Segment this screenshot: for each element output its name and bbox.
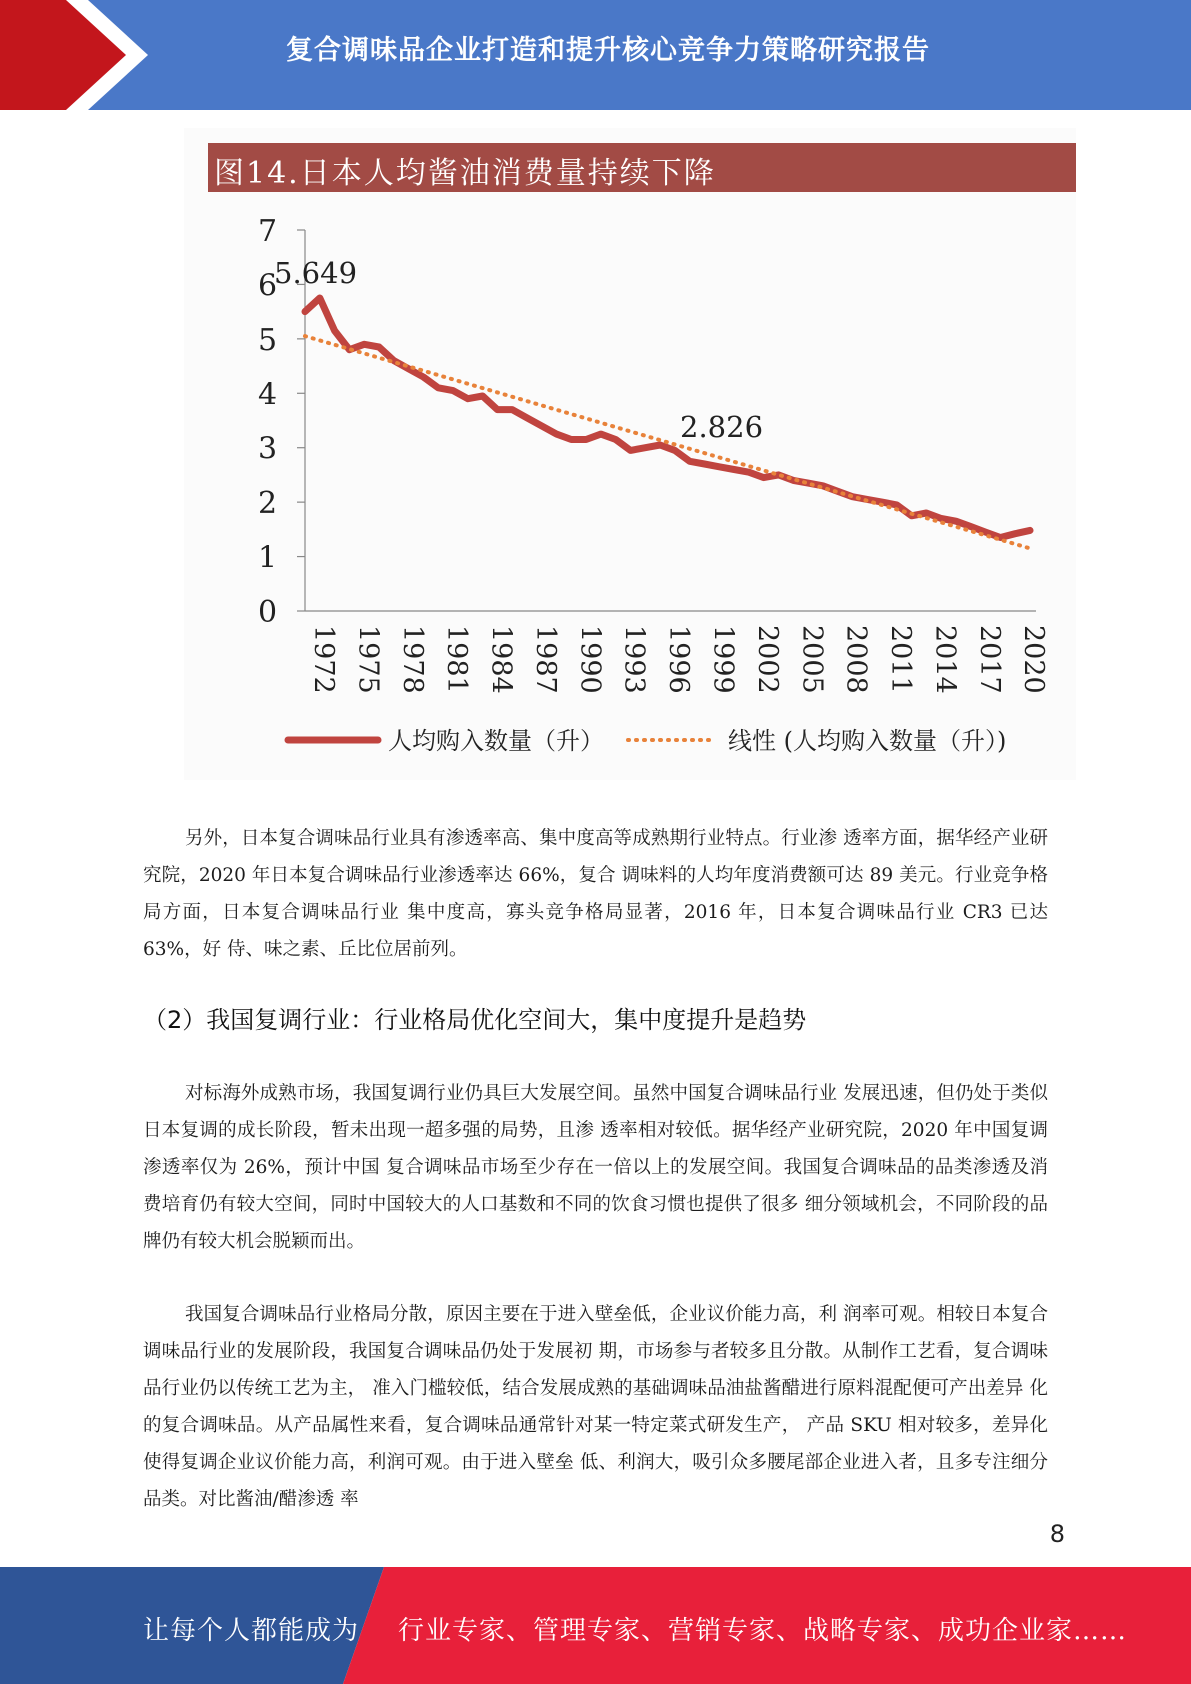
footer-slogan-right: 行业专家、管理专家、营销专家、战略专家、成功企业家…… [398, 1616, 1128, 1646]
legend-label-linear-trend: 线性 (人均购入数量（升）) [728, 727, 1007, 755]
x-tick-label: 2002 [751, 625, 783, 694]
report-title: 复合调味品企业打造和提升核心竞争力策略研究报告 [286, 35, 930, 66]
x-tick-label: 2005 [796, 625, 828, 694]
paragraph-china-fragmented: 我国复合调味品行业格局分散，原因主要在于进入壁垒低，企业议价能力高，利 润率可观。相较日本复合调味品行业的发展阶段，我国复合调味品仍处于发展初 期，市场参与者较多且分散。从制作工艺看，复合调味品行业仍以传统工艺为主， 准入门槛较低，结合发展成熟的基础调味品油盐酱醋进行原料混配便可产出差异 化的复合调味品。从产品属性来看，复合调味品通常针对某一特定菜式研发生产， 产品 SKU 相对较多，差异化使得复调企业议价能力高，利润可观。由于进入壁垒 低、利润大，吸引众多腰尾部企业进入者，且多专注细分品类。对比酱油/醋渗透 率 [143, 1304, 1048, 1510]
soy-sauce-consumption-chart [0, 0, 1191, 790]
footer-slogan-left: 让每个人都能成为 [143, 1616, 360, 1646]
x-tick-label: 2020 [1018, 625, 1050, 694]
y-tick-label: 7 [258, 214, 278, 249]
legend-label-per-capita: 人均购入数量（升） [388, 727, 604, 755]
figure-title: 图14.日本人均酱油消费量持续下降 [214, 156, 716, 191]
y-tick-label: 6 [258, 268, 278, 304]
x-tick-label: 2011 [885, 625, 917, 694]
x-tick-label: 1990 [574, 625, 606, 694]
x-tick-label: 1972 [308, 625, 339, 694]
data-annotation-label: 2.826 [680, 410, 764, 444]
x-tick-label: 2014 [929, 625, 961, 694]
y-tick-label: 4 [258, 377, 278, 413]
y-tick-label: 2 [258, 486, 278, 522]
series-line-per-capita-purchase [305, 298, 1030, 538]
x-tick-label: 2008 [840, 625, 872, 694]
y-tick-label: 5 [258, 322, 278, 358]
section-subheading: （2）我国复调行业：行业格局优化空间大，集中度提升是趋势 [143, 1006, 807, 1034]
x-tick-label: 1999 [707, 625, 739, 694]
x-tick-label: 1987 [529, 625, 561, 694]
x-tick-label: 1984 [485, 625, 517, 694]
data-annotation-label: 5.649 [274, 256, 358, 290]
x-tick-label: 1993 [618, 625, 650, 694]
x-tick-label: 1981 [441, 625, 473, 694]
series-line-linear-trend [305, 336, 1030, 548]
page-number: 8 [1049, 1520, 1065, 1548]
x-tick-label: 2017 [973, 625, 1005, 694]
paragraph-china-growth: 对标海外成熟市场，我国复调行业仍具巨大发展空间。虽然中国复合调味品行业 发展迅速，但仍处于类似日本复调的成长阶段，暂未出现一超多强的局势，且渗 透率相对较低。据华经产业研究院，2020 年中国复调渗透率仅为 26%，预计中国 复合调味品市场至少存在一倍以上的发展空间。我国复合调味品的品类渗透及消 费培育仍有较大空间，同时中国较大的人口基数和不同的饮食习惯也提供了很多 细分领域机会，不同阶段的品牌仍有较大机会脱颖而出。 [143, 1083, 1048, 1252]
x-tick-label: 1978 [396, 625, 428, 694]
y-tick-label: 3 [258, 431, 278, 467]
y-tick-label: 1 [258, 540, 278, 576]
paragraph-japan-industry: 另外，日本复合调味品行业具有渗透率高、集中度高等成熟期行业特点。行业渗 透率方面，据华经产业研究院，2020 年日本复合调味品行业渗透率达 66%，复合 调味料的人均年度消费额可达 89 美元。行业竞争格局方面，日本复合调味品行业 集中度高，寡头竞争格局显著，2016 年，日本复合调味品行业 CR3 已达 63%，好 侍、味之素、丘比位居前列。 [143, 828, 1048, 960]
y-tick-label: 0 [258, 595, 278, 630]
x-tick-label: 1996 [663, 625, 695, 694]
x-tick-label: 1975 [352, 625, 384, 694]
